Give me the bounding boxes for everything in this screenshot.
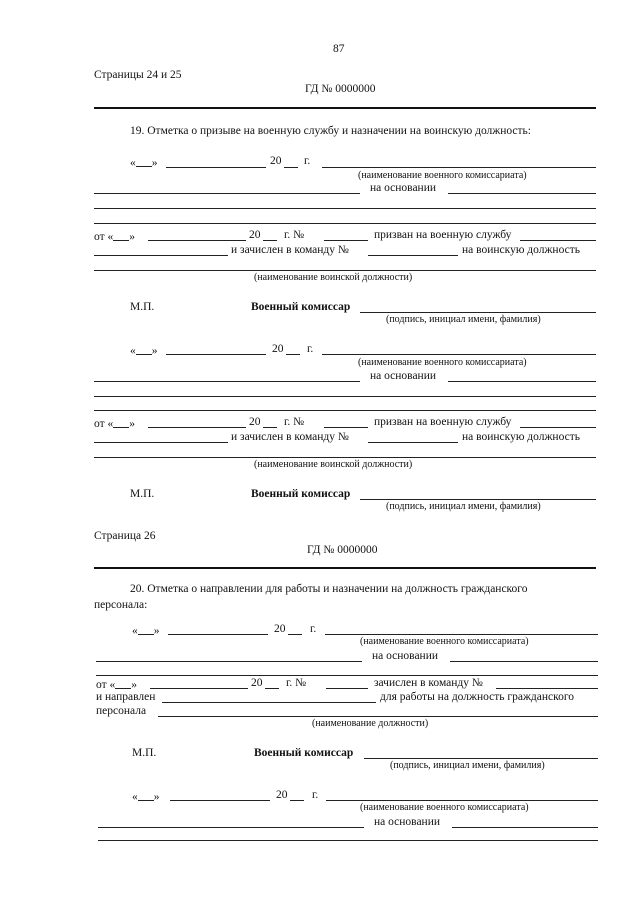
section-20-title: 20. Отметка о направлении для работы и назначении на должность гражданского xyxy=(130,583,528,595)
conscripted-label: призван на военную службу xyxy=(374,229,512,241)
divider xyxy=(94,107,596,109)
page-number: 87 xyxy=(333,43,345,55)
section-20-title-cont: персонала: xyxy=(94,599,148,611)
military-post-name-label: (наименование воинской должности) xyxy=(254,272,413,283)
team-label: и зачислен в команду № xyxy=(231,244,349,256)
signature-label: (подпись, инициал имени, фамилия) xyxy=(386,314,541,325)
section-19-title: 19. Отметка о призыве на военную службу и назначении на воинскую должность: xyxy=(130,125,531,137)
document-page: 87 Страницы 24 и 25 ГД № 0000000 19. Отметка о призыве на военную службу и назначении на воинскую должность: « » 20 г. (наименование военного комиссариата) на основании от « » 20 г. № призван на военную службу и зачислен в команду № на воинскую должность (наименование воинской должности) М.П. Военный комиссар (подпись, инициал имени, фамилия) « » 20 г. (наименование военного комиссариата) на основании от « » 20 г. № призван на военную службу и зачислен в команду № на воинскую должность (наименование воинской должности) М.П. Военный комиссар (подпись, инициал имени, фамилия) Страница 26 ГД № 0000000 20. Отметка о направлении для работы и назначении на должность гражданского персонала: « » 20 г. (наименование военного комиссариата) на основании от « » 20 г. № зачислен в команду № и направлен для работы на должность гражданского персонала (наименование должности) М.П. Военный комиссар (подпись, инициал имени, фамилия) « » 20 г. (наименование военного комиссариата) на основании xyxy=(0,0,640,905)
post-name-label: (наименование должности) xyxy=(312,718,429,729)
section-page-26: Страница 26 xyxy=(94,530,156,542)
basis-label: на основании xyxy=(370,182,437,194)
commissariat-label: (наименование военного комиссариата) xyxy=(358,170,527,181)
seal-placeholder: М.П. xyxy=(130,301,155,313)
section-pages-24-25: Страницы 24 и 25 xyxy=(94,69,182,81)
commissar-label: Военный комиссар xyxy=(251,301,351,313)
military-post-label: на воинскую должность xyxy=(462,244,580,256)
gd-number: ГД № 0000000 xyxy=(305,83,376,95)
